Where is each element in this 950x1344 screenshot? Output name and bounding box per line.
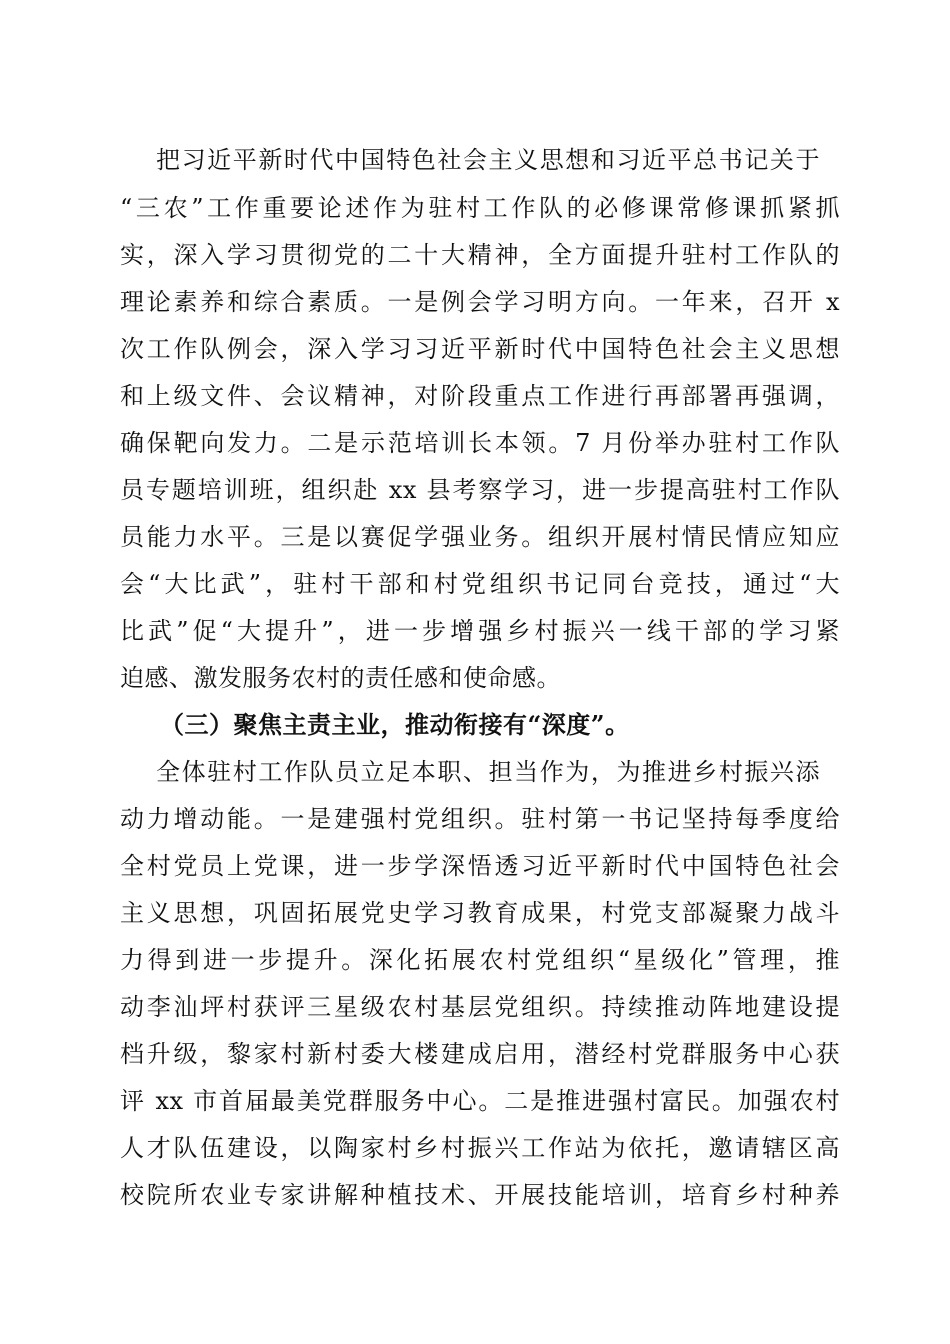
paragraph-2-line-4: 主义思想，巩固拓展党史学习教育成果，村党支部凝聚力战斗 bbox=[120, 899, 840, 927]
paragraph-2-line-10: 校院所农业专家讲解种植技术、开展技能培训，培育乡村种养 bbox=[120, 1181, 840, 1209]
section-heading: （三）聚焦主责主业，推动衔接有“深度”。 bbox=[160, 710, 630, 739]
paragraph-2-line-3: 全村党员上党课，进一步学深悟透习近平新时代中国特色社会 bbox=[120, 852, 840, 880]
paragraph-2-line-9: 人才队伍建设，以陶家村乡村振兴工作站为依托，邀请辖区高 bbox=[120, 1134, 840, 1162]
paragraph-1-line-8: 员专题培训班，组织赴 xx 县考察学习，进一步提高驻村工作队 bbox=[120, 476, 840, 504]
paragraph-1-line-6: 和上级文件、会议精神，对阶段重点工作进行再部署再强调， bbox=[120, 382, 840, 410]
paragraph-1-line-11: 比武”促“大提升”，进一步增强乡村振兴一线干部的学习紧 bbox=[120, 617, 840, 645]
paragraph-2-line-7: 档升级，黎家村新村委大楼建成启用，潜经村党群服务中心获 bbox=[120, 1040, 840, 1068]
paragraph-1-line-7: 确保靶向发力。二是示范培训长本领。7 月份举办驻村工作队 bbox=[120, 429, 840, 457]
paragraph-1-line-2: “三农”工作重要论述作为驻村工作队的必修课常修课抓紧抓 bbox=[120, 194, 840, 222]
paragraph-1-line-10: 会“大比武”，驻村干部和村党组织书记同台竞技，通过“大 bbox=[120, 570, 840, 598]
paragraph-1-line-12: 迫感、激发服务农村的责任感和使命感。 bbox=[120, 664, 561, 692]
paragraph-2-line-5: 力得到进一步提升。深化拓展农村党组织“星级化”管理，推 bbox=[120, 946, 840, 974]
paragraph-2-line-6: 动李汕坪村获评三星级农村基层党组织。持续推动阵地建设提 bbox=[120, 993, 840, 1021]
paragraph-2-line-1: 全体驻村工作队员立足本职、担当作为，为推进乡村振兴添 bbox=[156, 758, 820, 786]
paragraph-2-line-8: 评 xx 市首届最美党群服务中心。二是推进强村富民。加强农村 bbox=[120, 1087, 840, 1115]
paragraph-1-line-5: 次工作队例会，深入学习习近平新时代中国特色社会主义思想 bbox=[120, 335, 840, 363]
paragraph-1-line-1: 把习近平新时代中国特色社会主义思想和习近平总书记关于 bbox=[156, 146, 820, 174]
paragraph-1-line-9: 员能力水平。三是以赛促学强业务。组织开展村情民情应知应 bbox=[120, 523, 840, 551]
paragraph-2-line-2: 动力增动能。一是建强村党组织。驻村第一书记坚持每季度给 bbox=[120, 805, 840, 833]
paragraph-1-line-4: 理论素养和综合素质。一是例会学习明方向。一年来，召开 x bbox=[120, 288, 840, 316]
paragraph-1-line-3: 实，深入学习贯彻党的二十大精神，全方面提升驻村工作队的 bbox=[120, 241, 840, 269]
